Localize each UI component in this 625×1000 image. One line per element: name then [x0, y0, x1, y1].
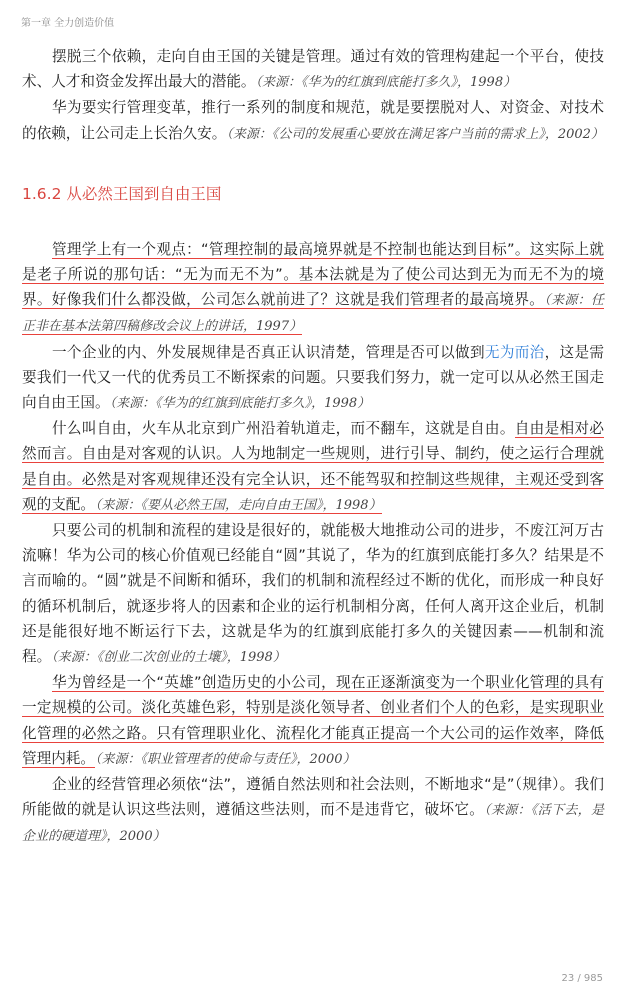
source-citation: （来源：《活下去，是企业的硬道理》，2000）	[22, 803, 604, 845]
paragraph-7	[22, 670, 604, 772]
paragraph-4	[22, 340, 604, 417]
paragraph-6	[22, 518, 604, 670]
paragraph-text: 摆脱三个依赖，走向自由王国的关键是管理。通过有效的管理构建起一个平台，使技术、人才和资金发挥出最大的潜能。	[22, 48, 604, 91]
paragraph-text: 华为要实行管理变革，推行一系列的制度和规范，就是要摆脱对人、对资金、对技术的依赖，让公司走上长治久安。	[22, 99, 604, 142]
paragraph-text: 一个企业的内、外发展规律是否真正认识清楚，管理是否可以做到	[52, 343, 485, 361]
source-citation: （来源：《职业管理者的使命与责任》，2000）	[94, 751, 356, 767]
source-citation: （来源：《华为的红旗到底能打多久》，1998）	[109, 396, 371, 412]
page-content	[22, 44, 604, 850]
source-citation[interactable]: （来源：任正非在基本法第四稿修改会议上的讲话，1997）	[22, 293, 604, 335]
paragraph-8	[22, 772, 604, 850]
section-title: 1.6.2 从必然王国到自由王国	[22, 184, 222, 203]
paragraph-text: ，这是需要我们一代又一代的优秀员工不断探索的问题。只要我们努力，就一定可以从必然王国走向自由王国。	[22, 343, 604, 412]
paragraph-3	[22, 237, 604, 340]
paragraph-5	[22, 416, 604, 518]
paragraph-2	[22, 95, 604, 146]
paragraph-text: 什么叫自由，火车从北京到广州沿着轨道走，而不翻车，这就是自由。	[52, 420, 515, 438]
term-link[interactable]: 无为而治	[484, 343, 545, 361]
highlighted-text[interactable]: 华为曾经是一个“英雄”创造历史的小公司，现在正逐渐演变为一个职业化管理的具有一定规模的公司。淡化英雄色彩，特别是淡化领导者、创业者们个人的色彩，是实现职业化管理的必然之路。只有管理职业化、流程化才能真正提高一个大公司的运作效率，降低管理内耗。	[22, 674, 604, 767]
source-citation: （来源：《华为的红旗到底能打多久》，1998）	[255, 75, 517, 91]
highlighted-text[interactable]: 自由是相对必然而言。自由是对客观的认识。人为地制定一些规则，进行引导、制约，使之运行合理就是自由。必然是对客观规律还没有完全认识，还不能驾驭和控制这些规律，主观还受到客观的支配。	[22, 420, 604, 513]
highlighted-text[interactable]: 管理学上有一个观点：“管理控制的最高境界就是不控制也能达到目标”。这实际上就是老子所说的那句话：“无为而无不为”。基本法就是为了使公司达到无为而无不为的境界。好像我们什么都没做，公司怎么就前进了？这就是我们管理者的最高境界。	[22, 240, 604, 309]
paragraph-text: 企业的经营管理必须依“法”，遵循自然法则和社会法则，不断地求“是”（规律）。我们所能做的就是认识这些法则，遵循这些法则，而不是违背它，破坏它。	[22, 776, 604, 819]
paragraph-text: 只要公司的机制和流程的建设是很好的，就能极大地推动公司的进步，不废江河万古流嘛！华为公司的核心价值观已经能自“圆”其说了，华为的红旗到底能打多久？结果是不言而喻的。“圆”就是不间断和循环，我们的机制和流程经过不断的优化，而形成一种良好的循环机制后，就逐步将人的因素和企业的运行机制相分离，任何人离开这企业后，机制还是能很好地不断运行下去，这就是华为的红旗到底能打多久的关键因素——机制和流程。	[22, 522, 604, 666]
source-citation: （来源：《公司的发展重心要放在满足客户当前的需求上》，2002）	[226, 126, 604, 142]
chapter-header: 第一章 全力创造价值	[21, 18, 115, 29]
source-citation: （来源：《创业二次创业的土壤》，1998）	[51, 650, 286, 666]
page-number: 23 / 985	[561, 973, 603, 984]
source-citation[interactable]: （来源：《要从必然王国，走向自由王国》，1998）	[94, 497, 382, 513]
paragraph-1	[22, 44, 604, 95]
